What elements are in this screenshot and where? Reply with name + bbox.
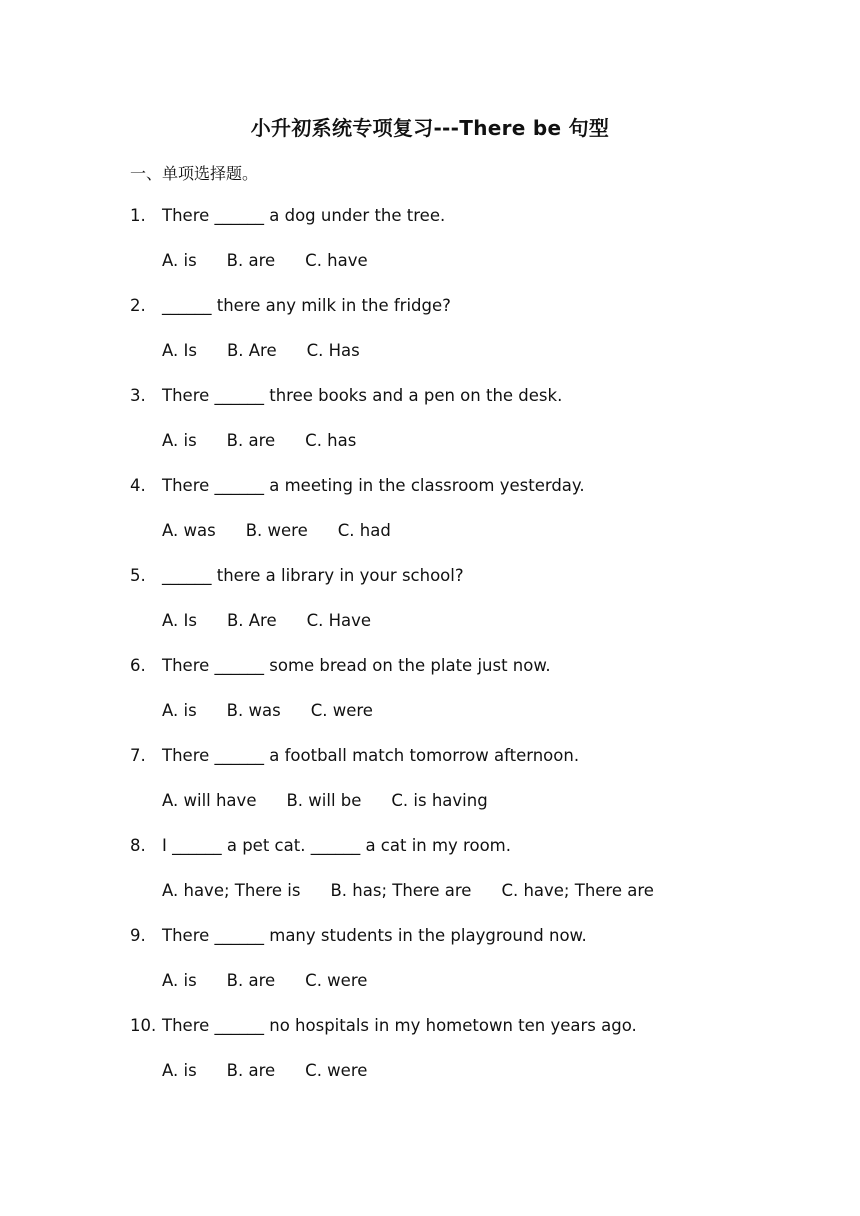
question-6 xyxy=(130,656,551,675)
question-text: There ______ some bread on the plate just now. xyxy=(162,656,551,675)
question-8 xyxy=(130,836,511,855)
question-10 xyxy=(130,1016,637,1035)
option-b: B. has; There are xyxy=(330,881,472,900)
option-a: A. have; There is xyxy=(162,881,301,900)
option-c: C. were xyxy=(310,701,373,720)
option-c: C. Has xyxy=(306,341,360,360)
question-text: There ______ no hospitals in my hometown ten years ago. xyxy=(162,1016,637,1035)
option-a: A. is xyxy=(162,701,197,720)
option-b: B. Are xyxy=(226,341,277,360)
option-b: B. are xyxy=(226,971,276,990)
question-1 xyxy=(130,206,445,225)
option-a: A. is xyxy=(162,251,197,270)
question-3 xyxy=(130,386,562,405)
question-number: 6. xyxy=(130,656,146,675)
question-number: 8. xyxy=(130,836,146,855)
options-9 xyxy=(162,971,397,990)
question-number: 3. xyxy=(130,386,146,405)
option-c: C. have xyxy=(305,251,368,270)
option-a: A. was xyxy=(162,521,216,540)
question-number: 5. xyxy=(130,566,146,585)
question-text: There ______ many students in the playground now. xyxy=(162,926,587,945)
question-number: 10. xyxy=(130,1016,157,1035)
question-text: There ______ a football match tomorrow afternoon. xyxy=(162,746,580,765)
question-number: 2. xyxy=(130,296,146,315)
option-b: B. was xyxy=(226,701,281,720)
option-b: B. are xyxy=(226,1061,276,1080)
option-c: C. were xyxy=(305,971,368,990)
question-number: 1. xyxy=(130,206,146,225)
options-10 xyxy=(162,1061,397,1080)
option-a: A. Is xyxy=(162,611,197,630)
question-5 xyxy=(130,566,464,585)
option-b: B. will be xyxy=(286,791,362,810)
question-text: There ______ a dog under the tree. xyxy=(162,206,446,225)
options-5 xyxy=(162,611,401,630)
option-c: C. were xyxy=(305,1061,368,1080)
question-text: I ______ a pet cat. ______ a cat in my room. xyxy=(162,836,511,855)
question-text: ______ there any milk in the fridge? xyxy=(162,296,451,315)
question-number: 4. xyxy=(130,476,146,495)
option-a: A. is xyxy=(162,1061,197,1080)
option-b: B. are xyxy=(226,431,276,450)
section-heading: 一、单项选择题。 xyxy=(130,164,259,183)
options-4 xyxy=(162,521,421,540)
option-b: B. were xyxy=(245,521,308,540)
option-a: A. is xyxy=(162,431,197,450)
option-b: B. Are xyxy=(226,611,277,630)
option-c: C. has xyxy=(305,431,357,450)
question-text: There ______ a meeting in the classroom yesterday. xyxy=(162,476,585,495)
question-2 xyxy=(130,296,451,315)
question-9 xyxy=(130,926,587,945)
option-c: C. Have xyxy=(306,611,372,630)
question-text: ______ there a library in your school? xyxy=(162,566,464,585)
question-number: 7. xyxy=(130,746,146,765)
options-3 xyxy=(162,431,386,450)
options-7 xyxy=(162,791,518,810)
option-c: C. is having xyxy=(391,791,488,810)
options-2 xyxy=(162,341,390,360)
question-7 xyxy=(130,746,579,765)
option-a: A. Is xyxy=(162,341,197,360)
option-a: A. will have xyxy=(162,791,257,810)
option-c: C. have; There are xyxy=(501,881,654,900)
options-8 xyxy=(162,881,684,900)
option-c: C. had xyxy=(337,521,391,540)
options-6 xyxy=(162,701,403,720)
option-a: A. is xyxy=(162,971,197,990)
question-number: 9. xyxy=(130,926,146,945)
options-1 xyxy=(162,251,398,270)
question-4 xyxy=(130,476,585,495)
question-text: There ______ three books and a pen on the desk. xyxy=(162,386,563,405)
option-b: B. are xyxy=(226,251,276,270)
page-title: 小升初系统专项复习---There be 句型 xyxy=(250,116,610,140)
